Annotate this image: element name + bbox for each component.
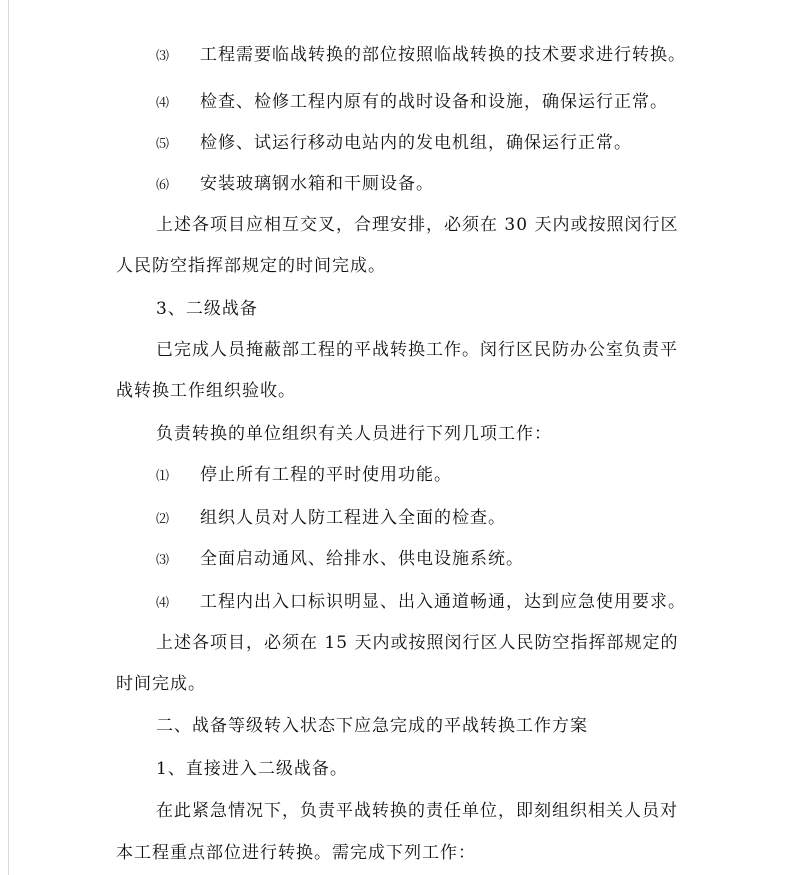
item-number: ⑷ bbox=[156, 96, 170, 111]
list-item bbox=[156, 507, 506, 531]
item-number: ⑴ bbox=[156, 469, 170, 484]
section-heading: 1、直接进入二级战备。 bbox=[156, 759, 348, 779]
paragraph-line: 战转换工作组织验收。 bbox=[116, 381, 296, 401]
section-heading: 3、二级战备 bbox=[156, 299, 258, 319]
paragraph-line: 已完成人员掩蔽部工程的平战转换工作。闵行区民防办公室负责平 bbox=[156, 340, 678, 360]
item-number: ⑷ bbox=[156, 596, 170, 611]
item-text: 检查、检修工程内原有的战时设备和设施，确保运行正常。 bbox=[200, 92, 668, 112]
item-text: 检修、试运行移动电站内的发电机组，确保运行正常。 bbox=[200, 133, 632, 153]
list-item bbox=[156, 91, 668, 115]
list-item bbox=[156, 464, 452, 488]
list-item bbox=[156, 44, 686, 68]
item-text: 工程内出入口标识明显、出入通道畅通，达到应急使用要求。 bbox=[200, 592, 686, 612]
list-item bbox=[156, 173, 434, 197]
item-text: 安装玻璃钢水箱和干厕设备。 bbox=[200, 174, 434, 194]
list-item bbox=[156, 132, 632, 156]
item-number: ⑸ bbox=[156, 137, 170, 152]
paragraph-line: 在此紧急情况下，负责平战转换的责任单位，即刻组织相关人员对 bbox=[156, 801, 678, 821]
paragraph-line: 本工程重点部位进行转换。需完成下列工作： bbox=[116, 843, 476, 863]
paragraph-line: 人民防空指挥部规定的时间完成。 bbox=[116, 256, 386, 276]
item-text: 停止所有工程的平时使用功能。 bbox=[200, 465, 452, 485]
paragraph-line: 负责转换的单位组织有关人员进行下列几项工作： bbox=[156, 424, 552, 444]
item-number: ⑵ bbox=[156, 512, 170, 527]
paragraph-line: 上述各项目应相互交叉，合理安排，必须在 30 天内或按照闵行区 bbox=[156, 215, 679, 235]
list-item bbox=[156, 591, 686, 615]
item-text: 全面启动通风、给排水、供电设施系统。 bbox=[200, 549, 524, 569]
item-text: 工程需要临战转换的部位按照临战转换的技术要求进行转换。 bbox=[200, 45, 686, 65]
section-heading: 二、战备等级转入状态下应急完成的平战转换工作方案 bbox=[156, 716, 588, 736]
item-text: 组织人员对人防工程进入全面的检查。 bbox=[200, 508, 506, 528]
item-number: ⑶ bbox=[156, 49, 170, 64]
item-number: ⑹ bbox=[156, 178, 170, 193]
paragraph-line: 时间完成。 bbox=[116, 674, 206, 694]
list-item bbox=[156, 548, 524, 572]
paragraph-line: 上述各项目，必须在 15 天内或按照闵行区人民防空指挥部规定的 bbox=[156, 633, 679, 653]
item-number: ⑶ bbox=[156, 553, 170, 568]
